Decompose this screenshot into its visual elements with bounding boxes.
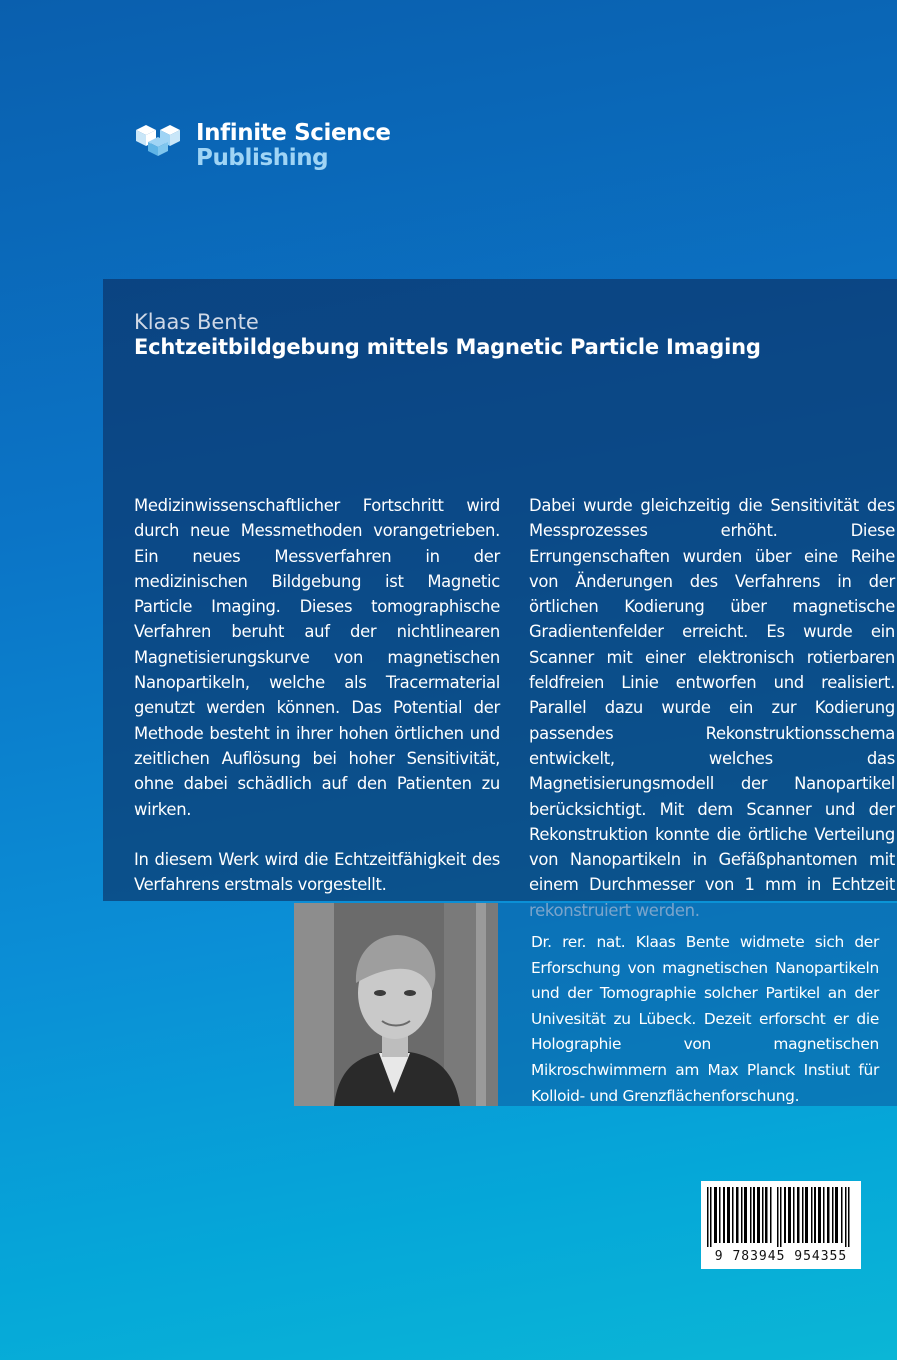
author-bio: Dr. rer. nat. Klaas Bente widmete sich der Erforschung von magnetischen Nanopartikeln und der Tomographie solcher Partikel an der Univesität zu Lübeck. Dezeit erforscht er die Holographie von magnetischen Mikroschwimmern am Max Planck Instiut für Kolloid- und Grenzflächenforschung.	[531, 933, 879, 1105]
author-portrait	[294, 903, 498, 1106]
blurb-left-column	[134, 493, 500, 922]
isbn-barcode	[701, 1181, 861, 1269]
publisher-name-line2: Publishing	[196, 145, 329, 171]
author-name: Klaas Bente	[134, 310, 259, 334]
blurb-paragraph: Medizinwissenschaftlicher Fortschritt wird durch neue Messmethoden vorangetrieben. Ein neues Messverfahren in der medizinischen Bildgebung ist Magnetic Particle Imaging. Dieses tomographische Verfahren beruht auf der nichtlinearen Magnetisierungskurve von magnetischen Nanopartikeln, welche als Tracermaterial genutzt werden können. Das Potential der Methode besteht in ihrer hohen örtlichen und zeitlichen Auflösung bei hoher Sensitivität, ohne dabei schädlich auf den Patienten zu wirken.	[134, 496, 500, 819]
blurb-right-column	[529, 493, 895, 948]
blurb-paragraph: In diesem Werk wird die Echtzeitfähigkeit des Verfahrens erstmals vorgestellt.	[134, 849, 500, 895]
publisher-name-line1: Infinite Science	[196, 120, 391, 146]
isbn-number: 9 783945 954355	[714, 1249, 848, 1264]
publisher-logo	[134, 122, 391, 170]
blurb-paragraph: Dabei wurde gleichzeitig die Sensitivität des Messprozesses erhöht. Diese Errungenschaften wurden über eine Reihe von Änderungen des Verfahrens in der örtlichen Kodierung über magnetische Gradientenfelder erreicht. Es wurde ein Scanner mit einer elektronisch rotierbaren feldfreien Linie entworfen und realisiert. Parallel dazu wurde ein zur Kodierung passendes Rekonstruktionsschema entwickelt, welches das Magnetisierungsmodell der Nanopartikel berücksichtigt. Mit dem Scanner und der Rekonstruktion konnte die örtliche Verteilung von Nanopartikeln in Gefäßphantomen mit einem Durchmesser von 1 mm in Echtzeit	[529, 496, 895, 895]
barcode-bars	[707, 1187, 855, 1247]
cube-logo-icon	[134, 122, 188, 158]
book-title: Echtzeitbildgebung mittels Magnetic Particle Imaging	[134, 335, 761, 359]
